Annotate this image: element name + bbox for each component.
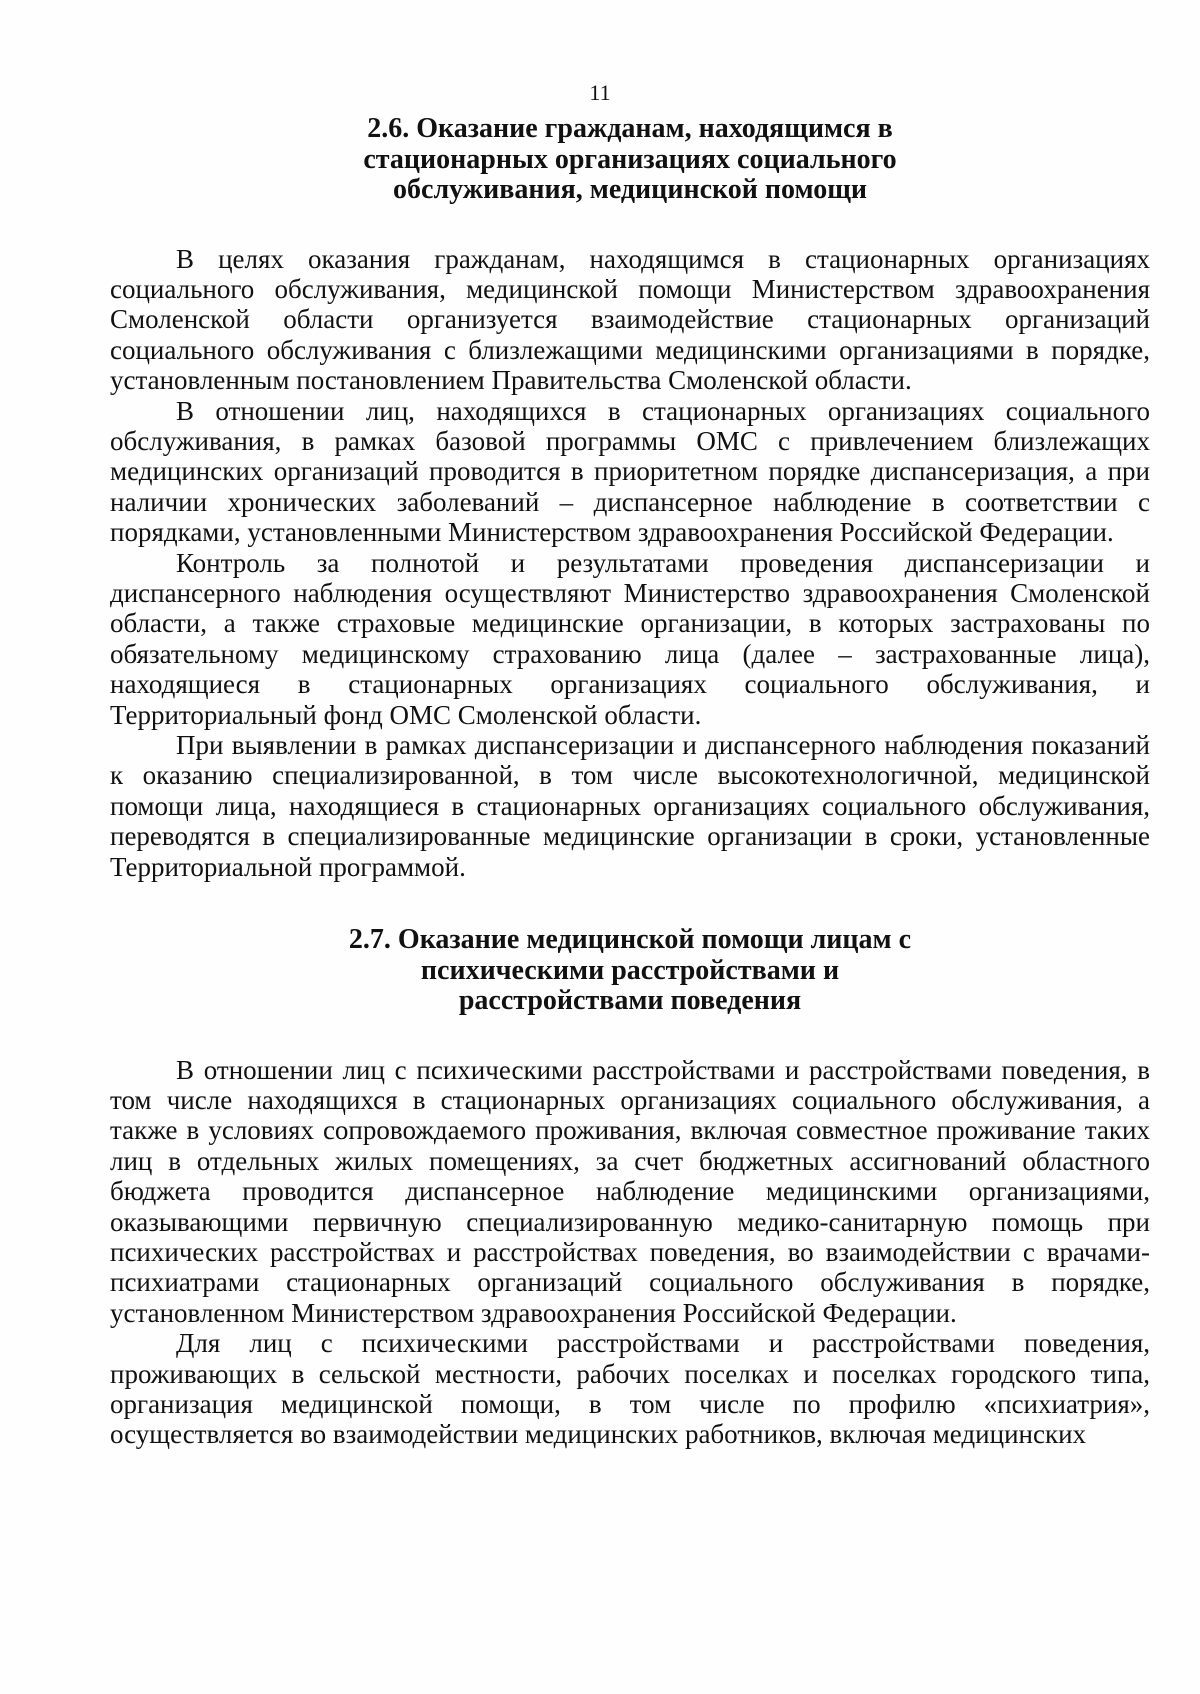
section-2-6-title (110, 114, 1150, 206)
section-2-6-paragraph-4: При выявлении в рамках диспансеризации и диспансерного наблюдения показаний к оказанию специализированной, в том числе высокотехнологичной, медицинской помощи лица, находящиеся в стационарных организациях социального обслуживания, переводятся в специализированные медицинские организации в сроки, установленные Территориальной программой. (110, 730, 1150, 882)
section-2-6-paragraph-3: Контроль за полнотой и результатами проведения диспансеризации и диспансерного наблюдения осуществляют Министерство здравоохранения Смоленской области, а также страховые медицинские организации, в которых застрахованы по обязательному медицинскому страхованию лица (далее – застрахованные лица), находящиеся в стационарных организациях социального обслуживания, и Территориальный фонд ОМС Смоленской области. (110, 547, 1150, 730)
section-2-7-title-line: расстройствами поведения (458, 985, 802, 1017)
page-content (110, 114, 1150, 1450)
section-2-7-paragraph-2: Для лиц с психическими расстройствами и расстройствами поведения, проживающих в сельской местности, рабочих поселках и поселках городского типа, организация медицинской помощи, в том числе по профилю «психиатрия», осуществляется во взаимодействии медицинских работников, включая медицинских (110, 1328, 1150, 1450)
section-2-7-paragraph-1: В отношении лиц с психическими расстройствами и расстройствами поведения, в том числе находящихся в стационарных организациях социального обслуживания, а также в условиях сопровождаемого проживания, включая совместное проживание таких лиц в отдельных жилых помещениях, за счет бюджетных ассигнований областного бюджета проводится диспансерное наблюдение медицинскими организациями, оказывающими первичную специализированную медико-санитарную помощь при психических расстройствах и расстройствах поведения, во взаимодействии с врачами-психиатрами стационарных организаций социального обслуживания в порядке, установленном Министерством здравоохранения Российской Федерации. (110, 1054, 1150, 1328)
section-2-6-title-line: стационарных организациях социального (363, 143, 897, 175)
section-2-7-title-line: 2.7. Оказание медицинской помощи лицам с (348, 924, 912, 956)
page-number: 11 (589, 80, 611, 105)
section-2-6-paragraph-1: В целях оказания гражданам, находящимся в стационарных организациях социального обслуживания, медицинской помощи Министерством здравоохранения Смоленской области организуется взаимодействие стационарных организаций социального обслуживания с близлежащими медицинскими организациями в порядке, установленным постановлением Правительства Смоленской области. (110, 243, 1150, 396)
section-2-6-title-line: обслуживания, медицинской помощи (393, 174, 867, 205)
section-2-6-title-line: 2.6. Оказание гражданам, находящимся в (367, 113, 893, 144)
section-2-6-paragraph-2: В отношении лиц, находящихся в стационарных организациях социального обслуживания, в рамках базовой программы ОМС с привлечением близлежащих медицинских организаций проводится в приоритетном порядке диспансеризация, а при наличии хронических заболеваний – диспансерное наблюдение в соответствии с порядками, установленными Министерством здравоохранения Российской Федерации. (110, 395, 1150, 548)
section-2-7-title-line: психическими расстройствами и (420, 954, 840, 986)
section-2-7-title (110, 925, 1150, 1017)
